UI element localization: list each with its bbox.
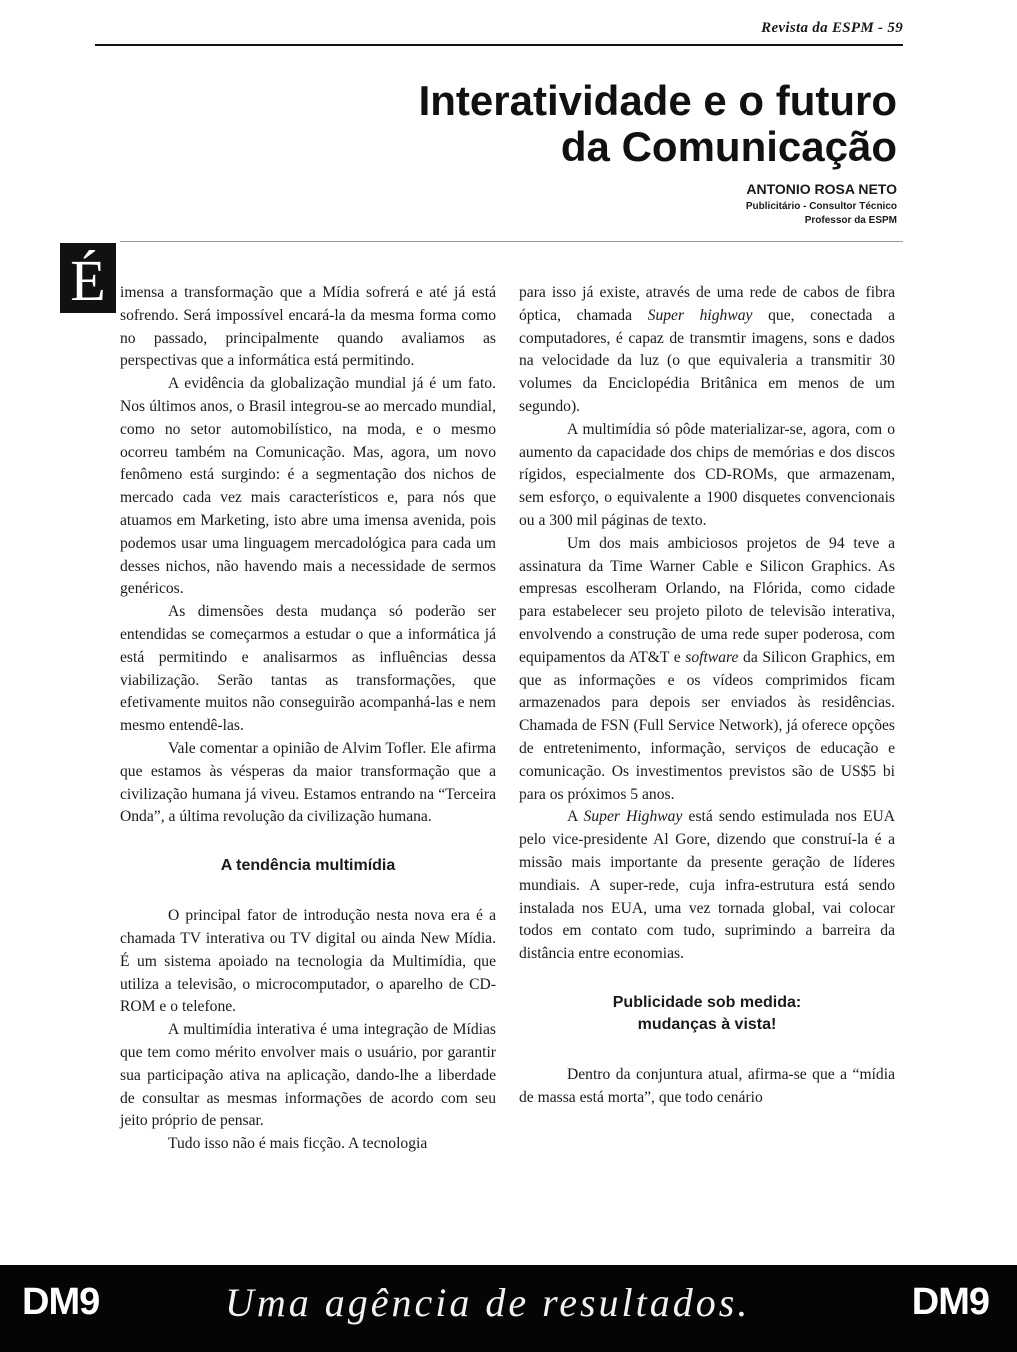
right-column xyxy=(519,282,895,1110)
paragraph: A evidência da globalização mundial já é um fato. Nos últimos anos, o Brasil integrou-se ao mercado mundial, como no setor automobilístico, na moda, e o mesmo ocorreu também na Comunicação. Mas, agora, um novo fenômeno está surgindo: é a segmentação dos nichos de mercado cada vez mais característicos e, para nós que atuamos em Marketing, isto abre uma imensa avenida, pois podemos usar uma linguagem mercadológica para cada um desses nichos, não havendo mais a necessidade de sermos genéricos. xyxy=(120,375,496,598)
paragraph: As dimensões desta mudança só poderão ser entendidas se começarmos a estudar o que a informática já está permitindo e analisarmos as influências dessa viabilização. Serão tantas as transformações, que efetivamente muitos não conseguirão acompanhá-las e nem mesmo entendê-las. xyxy=(120,603,496,735)
running-header: Revista da ESPM - 59 xyxy=(761,20,903,36)
text-run: que, conectada a computadores, é capaz de transmtir imagens, sons e dados na velocidade da luz (o que equivaleria a transmitir 30 volumes da Enciclopédia Britânica em menos de um segundo). xyxy=(519,306,895,415)
subhead-line-1: Publicidade sob medida: xyxy=(612,993,802,1011)
paragraph: Vale comentar a opinião de Alvim Tofler. Ele afirma que estamos às vésperas da maior transformação que a civilização humana já viveu. Estamos entrando na “Terceira Onda”, a última revolução da civilização humana. xyxy=(120,739,496,826)
author-credit-2: Professor da ESPM xyxy=(804,215,897,226)
paragraph xyxy=(519,533,895,807)
section-subhead: A tendência multimídia xyxy=(220,857,396,875)
author-name: ANTONIO ROSA NETO xyxy=(746,181,897,197)
text-run: para isso já existe, através de uma rede de cabos de fibra óptica, chamada xyxy=(519,284,895,324)
section-subhead xyxy=(519,992,895,1036)
drop-cap: É xyxy=(60,243,116,313)
paragraph: O principal fator de introdução nesta nova era é a chamada TV interativa ou TV digital ou ainda New Mídia. É um sistema apoiado na tecnologia da Multimídia, que utiliza a televisão, o microcomputador, o aparelho de CD-ROM e o telefone. xyxy=(120,907,496,1016)
dm9-logo-left: DM9 xyxy=(22,1281,100,1323)
title-line-1: Interatividade e o futuro xyxy=(418,77,897,124)
author-credit-1: Publicitário - Consultor Técnico xyxy=(745,201,897,212)
paragraph: imensa a transformação que a Mídia sofrerá e até já está sofrendo. Será impossível encará-la da mesma forma como no passado, principalmente quando avaliamos as perspectivas que a informática está permitindo. xyxy=(120,284,496,370)
header-rule xyxy=(95,44,903,46)
italic-term: Super Highway xyxy=(583,808,683,826)
italic-term: software xyxy=(685,648,739,666)
paragraph: A multimídia só pôde materializar-se, agora, com o aumento da capacidade dos chips de memórias e dos discos rígidos, especialmente dos CD-ROMs, que armazenam, sem esforço, o equivalente a 1900 disquetes convencionais ou a 300 mil páginas de texto. xyxy=(519,420,895,529)
left-column xyxy=(120,282,496,1156)
text-run: Um dos mais ambiciosos projetos de 94 teve a assinatura da Time Warner Cable e Silicon Graphics. As empresas escolheram Orlando, na Flórida, como cidade para estabelecer seu projeto piloto de televisão interativa, envolvendo a construção de uma rede super poderosa, com equipamentos da AT&T e xyxy=(519,534,895,666)
ad-slogan: Uma agência de resultados. xyxy=(225,1280,751,1325)
paragraph xyxy=(519,282,895,419)
paragraph: A multimídia interativa é uma integração de Mídias que tem como mérito envolver mais o usuário, por garantir sua participação ativa na aplicação, dando-lhe a liberdade de consultar as mesmas informações de acordo com seu jeito próprio de pensar. xyxy=(120,1021,496,1130)
ad-banner xyxy=(0,1265,1017,1352)
paragraph: Tudo isso não é mais ficção. A tecnologia xyxy=(168,1135,428,1153)
paragraph: Dentro da conjuntura atual, afirma-se que a “mídia de massa está morta”, que todo cenário xyxy=(519,1065,895,1106)
section-divider xyxy=(120,241,903,242)
article-title xyxy=(177,78,897,170)
italic-term: Super highway xyxy=(647,306,753,324)
text-run: da Silicon Graphics, em que as informações e os vídeos comprimidos ficam armazenados para depois ser enviados às residências. Chamada de FSN (Full Service Network), já oferece opções de entretenimento, informação, serviços de educação e comunicação. Os investimentos previstos são de US$5 bi para os próximos 5 anos. xyxy=(519,648,895,803)
text-run: A xyxy=(567,808,584,826)
text-run: está sendo estimulada nos EUA pelo vice-presidente Al Gore, dizendo que construí-la é a missão mais importante da presente geração de líderes mundiais. A super-rede, cuja infra-estrutura está sendo instalada nos EUA, uma vez tornada global, vai colocar todos em contato com tudo, suprimindo a barreira da distância entre economias. xyxy=(519,808,895,963)
dm9-logo-right: DM9 xyxy=(911,1281,989,1323)
title-line-2: da Comunicação xyxy=(560,123,897,170)
paragraph xyxy=(519,806,895,966)
subhead-line-2: mudanças à vista! xyxy=(637,1015,777,1033)
